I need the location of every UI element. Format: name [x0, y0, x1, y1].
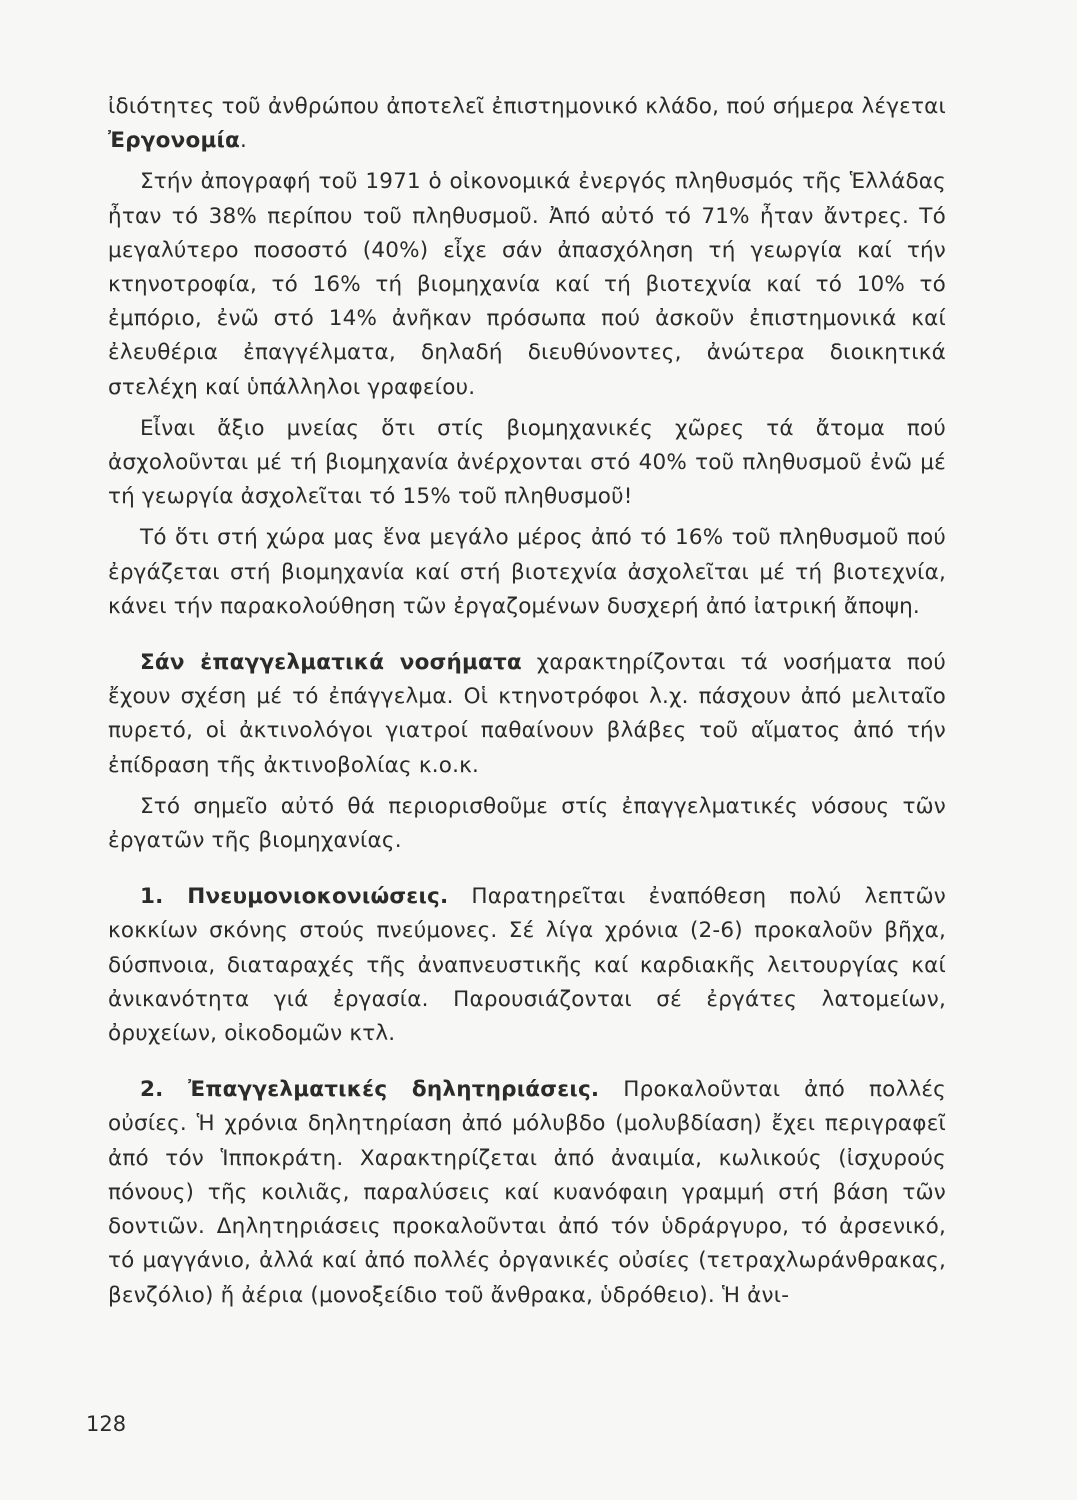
- paragraph-ergonomics: ἰδιότητες τοῦ ἀνθρώπου ἀποτελεῖ ἐπιστημονικό κλάδο, πού σήμερα λέγεται Ἐργονομία.: [108, 94, 946, 154]
- page-number: 128: [86, 1412, 127, 1436]
- paragraph-crafts: Τό ὅτι στή χώρα μας ἕνα μεγάλο μέρος ἀπό τό 16% τοῦ πληθυσμοῦ πού ἐργάζεται στή βιομηχανία καί στή βιοτεχνία ἀσχολεῖται μέ τή βιοτεχνία, κάνει τήν παρακολούθηση τῶν ἐργαζομένων δυσχερή ἀπό ἰατρική ἄποψη.: [108, 525, 946, 619]
- list-item-pneumoconioses: 1. Πνευμονιοκονιώσεις. Παρατηρεῖται ἐναπόθεση πολύ λεπτῶν κοκκίων σκόνης στούς πνεύμονες. Σέ λίγα χρόνια (2-6) προκαλοῦν βῆχα, δύσπνοια, διαταραχές τῆς ἀναπνευστικῆς καί καρδιακῆς λειτουργίας καί ἀνικανότητα γιά ἐργασία. Παρουσιάζονται σέ ἐργάτες λατομείων, ὀρυχείων, οἰκοδομῶν κτλ.: [108, 884, 946, 1047]
- list-item-poisonings: 2. Ἐπαγγελματικές δηλητηριάσεις. Προκαλοῦνται ἀπό πολλές οὐσίες. Ἡ χρόνια δηλητηρίαση ἀπό μόλυβδο (μολυβδίαση) ἔχει περιγραφεῖ ἀπό τόν Ἱπποκράτη. Χαρακτηρίζεται ἀπό ἀναιμία, κωλικούς (ἰσχυρούς πόνους) τῆς κοιλιᾶς, παραλύσεις καί κυανόφαιη γραμμή στή βάση τῶν δοντιῶν. Δηλητηριάσεις προκαλοῦνται ἀπό τόν ὑδράργυρο, τό ἀρσενικό, τό μαγγάνιο, ἀλλά καί ἀπό πολλές ὀργανικές οὐσίες (τετραχλωράνθρακας, βενζόλιο) ἤ ἀέρια (μονοξείδιο τοῦ ἄνθρακα, ὑδρόθειο). Ἡ ἀνι-: [108, 1077, 947, 1308]
- paragraph-industrial-countries: Εἶναι ἄξιο μνείας ὅτι στίς βιομηχανικές χῶρες τά ἄτομα πού ἀσχολοῦνται μέ τή βιομηχανία ἀνέρχονται στό 40% τοῦ πληθυσμοῦ ἐνῶ μέ τή γεωργία ἀσχολεῖται τό 15% τοῦ πληθυσμοῦ!: [108, 415, 946, 510]
- term-ergonomics: Ἐργονομία: [108, 128, 241, 154]
- paragraph-occupational-diseases: Σάν ἐπαγγελματικά νοσήματα χαρακτηρίζονται τά νοσήματα πού ἔχουν σχέση μέ τό ἐπάγγελμα. Οἱ κτηνοτρόφοι λ.χ. πάσχουν ἀπό μελιταῖο πυρετό, οἱ ἀκτινολόγοι γιατροί παθαίνουν βλάβες τοῦ αἵματος ἀπό τήν ἐπίδραση τῆς ἀκτινοβολίας κ.ο.κ.: [108, 650, 946, 778]
- term-poisonings: 2. Ἐπαγγελματικές δηλητηριάσεις.: [140, 1077, 600, 1103]
- term-pneumoconioses: 1. Πνευμονιοκονιώσεις.: [140, 884, 449, 910]
- page-body: [108, 90, 946, 1313]
- term-occupational-diseases: Σάν ἐπαγγελματικά νοσήματα: [140, 650, 522, 676]
- paragraph-scope: Στό σημεῖο αὐτό θά περιορισθοῦμε στίς ἐπαγγελματικές νόσους τῶν ἐργατῶν τῆς βιομηχανίας.: [108, 793, 946, 854]
- paragraph-census: Στήν ἀπογραφή τοῦ 1971 ὁ οἰκονομικά ἐνεργός πληθυσμός τῆς Ἑλλάδας ἦταν τό 38% περίπου τοῦ πληθυσμοῦ. Ἀπό αὐτό τό 71% ἦταν ἄντρες. Τό μεγαλύτερο ποσοστό (40%) εἶχε σάν ἀπασχόληση τή γεωργία καί τήν κτηνοτροφία, τό 16% τή βιομηχανία καί τή βιοτεχνία καί τό 10% τό ἐμπόριο, ἐνῶ στό 14% ἀνῆκαν πρόσωπα πού ἀσκοῦν ἐπιστημονικά καί ἐλευθέρια ἐπαγγέλματα, δηλαδή διευθύνοντες, ἀνώτερα διοικητικά στελέχη καί ὑπάλληλοι γραφείου.: [108, 169, 946, 400]
